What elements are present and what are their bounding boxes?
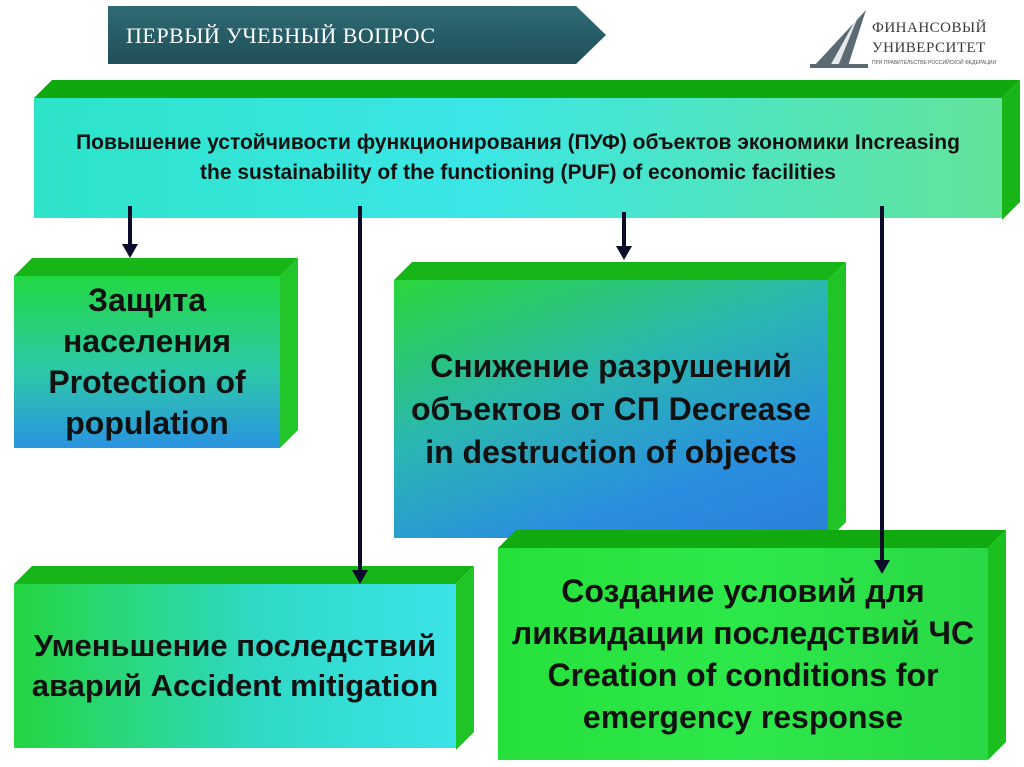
university-logo (808, 6, 1018, 70)
decrease-box-side (828, 262, 846, 540)
page-title: ПЕРВЫЙ УЧЕБНЫЙ ВОПРОС (126, 23, 436, 48)
logo-text-line1: ФИНАНСОВЫЙ (872, 20, 987, 36)
creation-box-front (498, 548, 988, 760)
mitigation-box (14, 566, 474, 750)
main-goal-text: Повышение устойчивости функционирования (ПУФ) объектов экономики Increasing the sustainability of the functioning (PUF) of economic facilities (76, 131, 960, 184)
logo-text-line2: УНИВЕРСИТЕТ (872, 40, 986, 56)
main-goal-box-top (34, 80, 1020, 98)
mitigation-box-top (14, 566, 474, 584)
main-goal-box-side (1002, 80, 1020, 220)
protection-box-side (280, 258, 298, 448)
creation-box (498, 530, 1006, 760)
main-goal-box-front (34, 98, 1002, 218)
logo-text-line3: ПРИ ПРАВИТЕЛЬСТВЕ РОССИЙСКОЙ ФЕДЕРАЦИИ (872, 60, 997, 66)
decrease-box-front (394, 280, 828, 538)
creation-text: Создание условий для ликвидации последствий ЧС Creation of conditions for emergency response (511, 573, 975, 735)
creation-box-side (988, 530, 1006, 760)
mitigation-box-front (14, 584, 456, 748)
main-goal-box (34, 80, 1020, 220)
mitigation-text: Уменьшение последствий аварий Accident mitigation (31, 628, 439, 703)
mitigation-box-side (456, 566, 474, 750)
decrease-box (394, 262, 846, 540)
logo-emblem-icon (808, 6, 870, 70)
protection-box-front (14, 276, 280, 448)
creation-box-top (498, 530, 1006, 548)
protection-box-top (14, 258, 298, 276)
protection-text: Защита населения Protection of population (48, 282, 246, 441)
protection-box (14, 258, 298, 448)
decrease-box-top (394, 262, 846, 280)
decrease-text: Снижение разрушений объектов от СП Decrease in destruction of objects (410, 347, 812, 470)
